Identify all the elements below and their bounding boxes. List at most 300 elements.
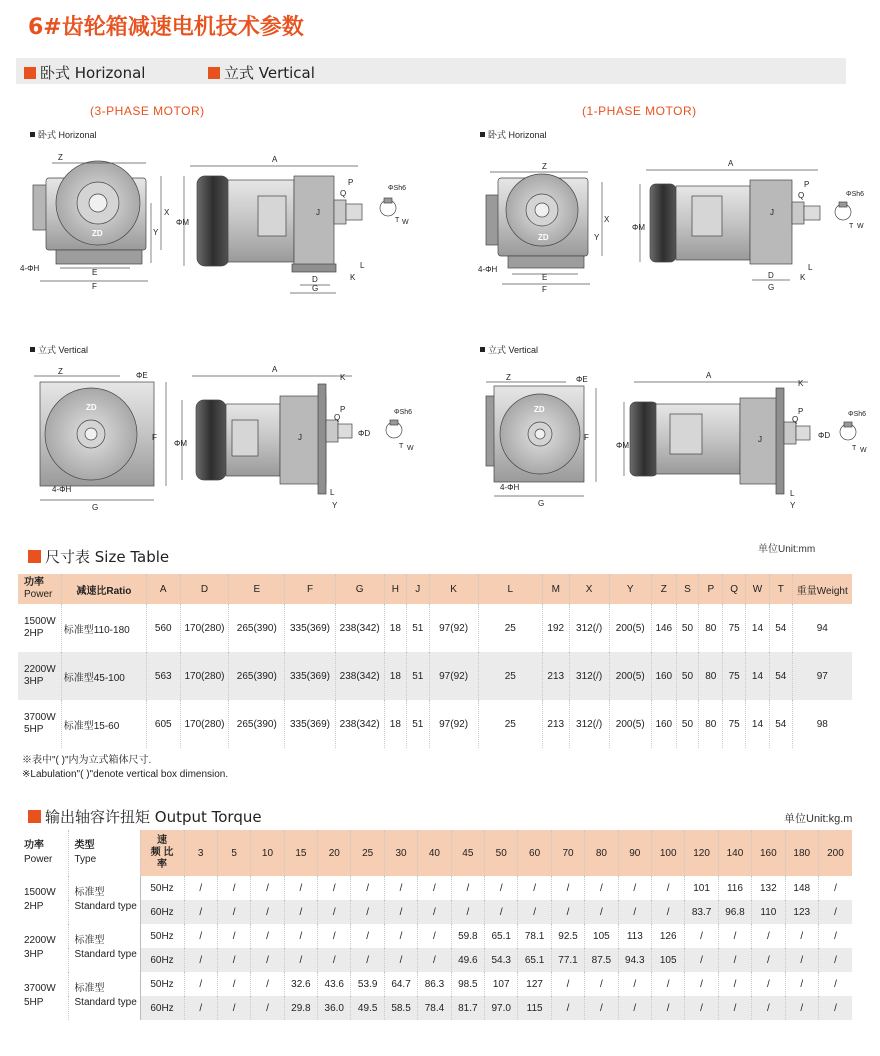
cell-wt: 94 — [792, 604, 852, 652]
cell-torque: / — [418, 948, 451, 972]
svg-text:G: G — [538, 499, 545, 508]
th-Q: Q — [723, 574, 745, 604]
drawing-3p-horizontal-side — [184, 166, 362, 293]
cell-d: 170(280) — [180, 652, 229, 700]
cell-torque: 43.6 — [318, 972, 351, 996]
svg-text:A: A — [728, 159, 734, 168]
th-ratio-value: 40 — [418, 830, 451, 876]
th-power: 功率 Power — [18, 830, 68, 876]
th-weight: 重量Weight — [792, 574, 852, 604]
phase1-label: (1-PHASE MOTOR) — [582, 104, 697, 118]
square-icon — [28, 550, 41, 563]
th-G: G — [335, 574, 384, 604]
note-2: ※Labulation"( )"denote vertical box dimension. — [22, 769, 229, 780]
cell-h: 18 — [384, 700, 406, 748]
cell-torque: / — [184, 924, 217, 948]
svg-text:K: K — [340, 373, 346, 382]
cell-torque: / — [251, 900, 284, 924]
cell-t: 54 — [770, 700, 792, 748]
svg-text:Y: Y — [594, 233, 600, 242]
th-ratio-value: 180 — [785, 830, 818, 876]
cell-x: 312(/) — [569, 604, 609, 652]
th-ratio-value: 25 — [351, 830, 384, 876]
cell-torque: / — [485, 876, 518, 900]
phase3-label: (3-PHASE MOTOR) — [90, 104, 205, 118]
svg-text:Q: Q — [334, 413, 341, 422]
drawing-3p-vertical-flange — [34, 376, 166, 500]
cell-torque: / — [785, 948, 818, 972]
cell-a: 560 — [146, 604, 180, 652]
cell-m: 213 — [542, 652, 569, 700]
cell-torque: / — [384, 924, 417, 948]
cell-p: 80 — [699, 604, 723, 652]
cell-e: 265(390) — [229, 700, 285, 748]
cell-t: 54 — [770, 604, 792, 652]
cell-d: 170(280) — [180, 700, 229, 748]
cell-torque: 64.7 — [384, 972, 417, 996]
cell-torque: / — [718, 948, 751, 972]
cell-torque: 148 — [785, 876, 818, 900]
cell-a: 563 — [146, 652, 180, 700]
cell-torque: 98.5 — [451, 972, 484, 996]
cell-m: 192 — [542, 604, 569, 652]
cell-torque: 77.1 — [551, 948, 584, 972]
cell-torque: / — [818, 972, 852, 996]
cell-torque: 54.3 — [485, 948, 518, 972]
cell-z: 160 — [651, 652, 676, 700]
cell-torque: / — [184, 996, 217, 1020]
mode-horizontal-label: 卧式 Horizonal — [40, 64, 146, 82]
th-power: 功率 Power — [18, 574, 61, 604]
cell-torque: / — [251, 996, 284, 1020]
svg-text:J: J — [758, 435, 762, 444]
svg-text:A: A — [706, 371, 712, 380]
cell-torque: / — [718, 996, 751, 1020]
cell-torque: 59.8 — [451, 924, 484, 948]
cell-torque: / — [251, 924, 284, 948]
cell-torque: / — [818, 924, 852, 948]
cell-s: 50 — [676, 652, 698, 700]
th-D: D — [180, 574, 229, 604]
th-ratio-value: 200 — [818, 830, 852, 876]
cell-torque: / — [752, 972, 785, 996]
th-H: H — [384, 574, 406, 604]
drawing-1p-horizontal-end — [486, 172, 602, 284]
th-K: K — [429, 574, 478, 604]
square-icon — [28, 810, 41, 823]
svg-text:X: X — [164, 208, 170, 217]
svg-text:Z: Z — [58, 153, 63, 162]
svg-text:F: F — [584, 433, 589, 442]
cell-type: 标准型 Standard type — [68, 972, 140, 1020]
th-ratio-value: 10 — [251, 830, 284, 876]
cell-f: 335(369) — [285, 604, 336, 652]
cell-torque: / — [518, 900, 551, 924]
cell-torque: / — [685, 996, 718, 1020]
cell-torque: 101 — [685, 876, 718, 900]
svg-text:4-ΦH: 4-ΦH — [500, 483, 520, 492]
th-ratio-frequency: 速 频 比 率 — [140, 830, 184, 876]
cell-q: 75 — [723, 604, 745, 652]
cell-torque: / — [351, 924, 384, 948]
cell-torque: 87.5 — [585, 948, 618, 972]
svg-text:L: L — [330, 488, 335, 497]
svg-text:L: L — [360, 261, 365, 270]
svg-text:E: E — [92, 268, 98, 277]
th-L: L — [478, 574, 542, 604]
svg-text:ΦD: ΦD — [358, 429, 371, 438]
torque-table-row — [18, 900, 852, 924]
cell-torque: / — [251, 972, 284, 996]
cell-torque: 58.5 — [384, 996, 417, 1020]
cell-w: 14 — [745, 604, 769, 652]
th-ratio-value: 15 — [284, 830, 317, 876]
shaft-key-1p-v — [840, 422, 856, 440]
cell-h: 18 — [384, 604, 406, 652]
cell-torque: 96.8 — [718, 900, 751, 924]
torque-table-unit: 单位Unit:kg.m — [784, 813, 853, 825]
cell-torque: 126 — [651, 924, 684, 948]
cell-torque: 115 — [518, 996, 551, 1020]
svg-text:D: D — [768, 271, 774, 280]
cell-torque: / — [284, 876, 317, 900]
cell-torque: / — [418, 876, 451, 900]
cell-m: 213 — [542, 700, 569, 748]
cell-torque: / — [418, 900, 451, 924]
th-W: W — [745, 574, 769, 604]
cell-torque: / — [351, 876, 384, 900]
th-ratio-value: 160 — [752, 830, 785, 876]
svg-text:Y: Y — [790, 501, 796, 510]
cell-torque: / — [752, 924, 785, 948]
cell-a: 605 — [146, 700, 180, 748]
svg-text:W: W — [857, 223, 864, 230]
cell-type: 标准型 Standard type — [68, 924, 140, 972]
cell-torque: / — [651, 972, 684, 996]
mode-vertical-label: 立式 Vertical — [224, 64, 315, 82]
cell-torque: / — [818, 876, 852, 900]
svg-text:Q: Q — [792, 415, 799, 424]
th-ratio-value: 70 — [551, 830, 584, 876]
cell-torque: / — [618, 900, 651, 924]
th-T: T — [770, 574, 792, 604]
drawing-1p-vertical-side — [624, 382, 810, 494]
cell-torque: / — [752, 948, 785, 972]
svg-text:ΦD: ΦD — [818, 431, 831, 440]
svg-text:A: A — [272, 365, 278, 374]
cell-w: 14 — [745, 700, 769, 748]
drawing-1p-horizontal-side — [640, 170, 820, 280]
th-E: E — [229, 574, 285, 604]
svg-text:Z: Z — [58, 367, 63, 376]
cell-s: 50 — [676, 604, 698, 652]
svg-text:A: A — [272, 155, 278, 164]
cell-torque: 107 — [485, 972, 518, 996]
size-table — [18, 574, 852, 748]
cell-torque: 65.1 — [485, 924, 518, 948]
cell-frequency: 50Hz — [140, 876, 184, 900]
cell-torque: / — [551, 876, 584, 900]
svg-text:J: J — [298, 433, 302, 442]
cell-torque: / — [651, 900, 684, 924]
svg-text:F: F — [152, 433, 157, 442]
label-vertical-1p: 立式 Vertical — [480, 343, 538, 356]
cell-torque: 92.5 — [551, 924, 584, 948]
cell-torque: / — [217, 876, 250, 900]
cell-torque: / — [217, 900, 250, 924]
cell-torque: 94.3 — [618, 948, 651, 972]
cell-torque: / — [318, 948, 351, 972]
shaft-key-3p-v — [386, 420, 402, 438]
size-table-title: 尺寸表 Size Table — [28, 546, 169, 567]
th-A: A — [146, 574, 180, 604]
cell-torque: / — [184, 900, 217, 924]
svg-text:E: E — [542, 273, 548, 282]
svg-text:4-ΦH: 4-ΦH — [52, 485, 72, 494]
cell-e: 265(390) — [229, 604, 285, 652]
cell-x: 312(/) — [569, 652, 609, 700]
th-ratio-value: 80 — [585, 830, 618, 876]
cell-ratio: 标准型45-100 — [61, 652, 146, 700]
cell-f: 335(369) — [285, 700, 336, 748]
cell-power: 2200W 3HP — [18, 924, 68, 972]
svg-text:P: P — [340, 405, 346, 414]
cell-frequency: 60Hz — [140, 900, 184, 924]
cell-torque: / — [651, 876, 684, 900]
svg-text:Z: Z — [506, 373, 511, 382]
th-Y: Y — [609, 574, 651, 604]
cell-torque: / — [551, 972, 584, 996]
size-table-row — [18, 700, 852, 748]
shaft-key-3p-h — [380, 198, 396, 216]
th-ratio-value: 100 — [651, 830, 684, 876]
cell-g: 238(342) — [335, 652, 384, 700]
svg-text:W: W — [407, 445, 414, 452]
svg-text:ΦSh6: ΦSh6 — [394, 409, 413, 416]
cell-torque: / — [818, 996, 852, 1020]
th-X: X — [569, 574, 609, 604]
drawing-3p-vertical-side — [182, 376, 352, 494]
cell-torque: / — [818, 948, 852, 972]
cell-torque: / — [752, 996, 785, 1020]
cell-torque: / — [685, 924, 718, 948]
cell-power: 2200W 3HP — [18, 652, 61, 700]
svg-text:L: L — [808, 263, 813, 272]
th-M: M — [542, 574, 569, 604]
cell-torque: / — [318, 876, 351, 900]
th-ratio-value: 5 — [217, 830, 250, 876]
th-P: P — [699, 574, 723, 604]
cell-s: 50 — [676, 700, 698, 748]
note-1: ※表中"( )"内为立式箱体尺寸. — [22, 755, 152, 766]
cell-torque: / — [785, 996, 818, 1020]
cell-power: 3700W 5HP — [18, 972, 68, 1020]
cell-torque: / — [618, 876, 651, 900]
cell-torque: / — [551, 996, 584, 1020]
cell-h: 18 — [384, 652, 406, 700]
label-vertical-3p: 立式 Vertical — [30, 343, 88, 356]
svg-text:D: D — [312, 275, 318, 284]
torque-table — [18, 830, 852, 1020]
th-ratio-value: 45 — [451, 830, 484, 876]
svg-text:Q: Q — [340, 189, 347, 198]
cell-q: 75 — [723, 652, 745, 700]
cell-torque: 49.5 — [351, 996, 384, 1020]
cell-j: 51 — [407, 604, 429, 652]
label-horizontal-3p: 卧式 Horizonal — [30, 128, 97, 141]
th-ratio-value: 140 — [718, 830, 751, 876]
cell-torque: 36.0 — [318, 996, 351, 1020]
cell-torque: / — [384, 876, 417, 900]
drawing-3p-horizontal-end — [33, 161, 161, 281]
cell-torque: / — [818, 900, 852, 924]
cell-frequency: 50Hz — [140, 972, 184, 996]
svg-text:ZD: ZD — [534, 405, 545, 414]
cell-torque: / — [651, 996, 684, 1020]
cell-torque: 81.7 — [451, 996, 484, 1020]
svg-text:K: K — [350, 273, 356, 282]
cell-torque: / — [585, 876, 618, 900]
svg-text:J: J — [770, 208, 774, 217]
cell-torque: 127 — [518, 972, 551, 996]
cell-g: 238(342) — [335, 604, 384, 652]
svg-text:G: G — [768, 283, 775, 292]
cell-torque: / — [284, 948, 317, 972]
cell-j: 51 — [407, 700, 429, 748]
svg-text:ΦSh6: ΦSh6 — [846, 191, 865, 198]
svg-text:T: T — [849, 223, 854, 230]
cell-wt: 98 — [792, 700, 852, 748]
cell-torque: / — [184, 948, 217, 972]
cell-torque: 86.3 — [418, 972, 451, 996]
th-S: S — [676, 574, 698, 604]
svg-text:J: J — [316, 208, 320, 217]
shaft-key-1p-h — [835, 202, 851, 220]
cell-torque: / — [585, 996, 618, 1020]
cell-torque: 29.8 — [284, 996, 317, 1020]
cell-torque: / — [284, 900, 317, 924]
th-ratio-value: 30 — [384, 830, 417, 876]
cell-ratio: 标准型110-180 — [61, 604, 146, 652]
svg-text:X: X — [604, 215, 610, 224]
page-title: 6#齿轮箱减速电机技术参数 — [28, 15, 304, 40]
svg-text:F: F — [92, 282, 97, 291]
cell-torque: 78.1 — [518, 924, 551, 948]
cell-torque: 49.6 — [451, 948, 484, 972]
svg-text:W: W — [860, 447, 867, 454]
th-Z: Z — [651, 574, 676, 604]
cell-torque: / — [585, 972, 618, 996]
cell-p: 80 — [699, 652, 723, 700]
cell-torque: 53.9 — [351, 972, 384, 996]
th-ratio: 减速比Ratio — [61, 574, 146, 604]
cell-torque: / — [418, 924, 451, 948]
cell-torque: / — [251, 876, 284, 900]
svg-text:ΦE: ΦE — [576, 375, 588, 384]
cell-torque: 97.0 — [485, 996, 518, 1020]
cell-torque: / — [785, 924, 818, 948]
cell-torque: / — [318, 900, 351, 924]
cell-k: 97(92) — [429, 604, 478, 652]
svg-text:P: P — [798, 407, 804, 416]
svg-text:T: T — [852, 445, 857, 452]
svg-text:ΦM: ΦM — [174, 439, 188, 448]
cell-torque: / — [551, 900, 584, 924]
cell-frequency: 50Hz — [140, 924, 184, 948]
svg-text:W: W — [402, 219, 409, 226]
svg-text:ΦM: ΦM — [632, 223, 646, 232]
cell-frequency: 60Hz — [140, 996, 184, 1020]
cell-z: 160 — [651, 700, 676, 748]
cell-torque: 65.1 — [518, 948, 551, 972]
cell-q: 75 — [723, 700, 745, 748]
cell-torque: / — [217, 924, 250, 948]
cell-torque: 32.6 — [284, 972, 317, 996]
svg-text:L: L — [790, 489, 795, 498]
size-table-row — [18, 652, 852, 700]
cell-torque: / — [618, 996, 651, 1020]
cell-l: 25 — [478, 700, 542, 748]
cell-torque: / — [718, 924, 751, 948]
size-table-notes — [22, 754, 228, 782]
cell-power: 1500W 2HP — [18, 876, 68, 924]
svg-text:F: F — [542, 285, 547, 294]
th-F: F — [285, 574, 336, 604]
cell-torque: / — [217, 972, 250, 996]
cell-torque: / — [284, 924, 317, 948]
svg-text:G: G — [312, 284, 319, 293]
cell-torque: / — [384, 948, 417, 972]
cell-torque: / — [351, 948, 384, 972]
svg-text:ΦE: ΦE — [136, 371, 148, 380]
cell-torque: / — [351, 900, 384, 924]
cell-e: 265(390) — [229, 652, 285, 700]
th-type: 类型 Type — [68, 830, 140, 876]
svg-text:ΦSh6: ΦSh6 — [388, 185, 407, 192]
cell-l: 25 — [478, 652, 542, 700]
cell-torque: / — [184, 972, 217, 996]
cell-power: 1500W 2HP — [24, 616, 56, 639]
cell-j: 51 — [407, 652, 429, 700]
cell-g: 238(342) — [335, 700, 384, 748]
svg-text:P: P — [348, 178, 354, 187]
cell-k: 97(92) — [429, 652, 478, 700]
cell-x: 312(/) — [569, 700, 609, 748]
cell-z: 146 — [651, 604, 676, 652]
cell-frequency: 60Hz — [140, 948, 184, 972]
cell-torque: / — [217, 996, 250, 1020]
cell-type: 标准型 Standard type — [68, 876, 140, 924]
cell-l: 25 — [478, 604, 542, 652]
cell-torque: / — [718, 972, 751, 996]
th-ratio-value: 50 — [485, 830, 518, 876]
cell-torque: 110 — [752, 900, 785, 924]
cell-y: 200(5) — [609, 652, 651, 700]
svg-text:G: G — [92, 503, 99, 512]
cell-torque: 132 — [752, 876, 785, 900]
cell-torque: 83.7 — [685, 900, 718, 924]
svg-text:T: T — [399, 443, 404, 450]
svg-text:ΦM: ΦM — [616, 441, 630, 450]
torque-table-row — [18, 948, 852, 972]
svg-text:4-ΦH: 4-ΦH — [478, 265, 498, 274]
svg-text:T: T — [395, 217, 400, 224]
cell-torque: 123 — [785, 900, 818, 924]
cell-t: 54 — [770, 652, 792, 700]
th-ratio-value: 20 — [318, 830, 351, 876]
cell-torque: / — [585, 900, 618, 924]
cell-y: 200(5) — [609, 700, 651, 748]
